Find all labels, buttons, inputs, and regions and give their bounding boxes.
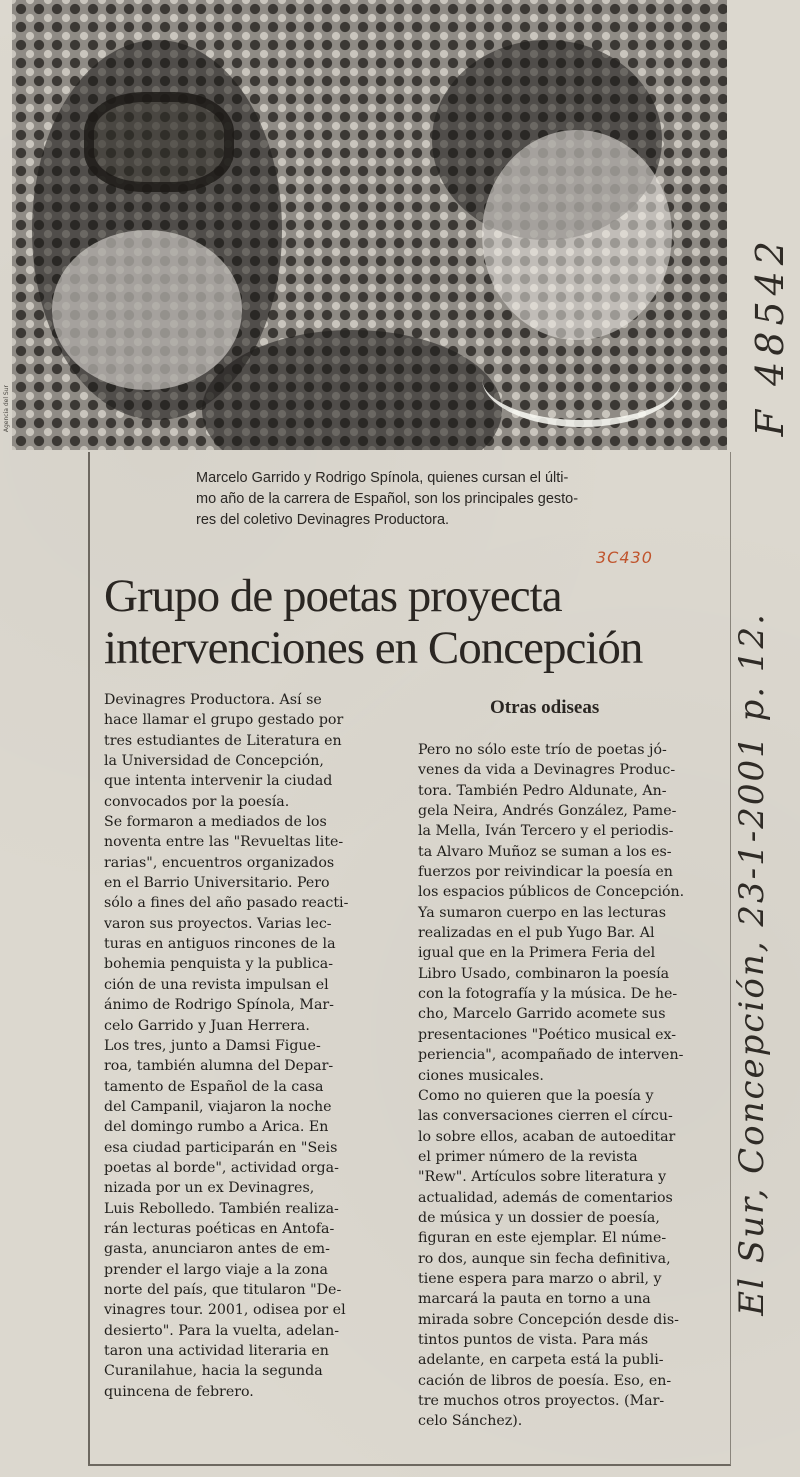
- article-line: el primer número de la revista: [418, 1148, 638, 1165]
- article-line: las conversaciones cierren el círcu-: [418, 1108, 673, 1125]
- article-line: marcará la pauta en torno a una: [418, 1291, 651, 1308]
- article-line: los espacios públicos de Concepción.: [418, 884, 685, 901]
- article-line: prender el largo viaje a la zona: [104, 1261, 328, 1278]
- article-line: ciones musicales.: [418, 1067, 544, 1084]
- article-line: fuerzos por reivindicar la poesía en: [418, 864, 673, 881]
- headline: [104, 570, 714, 674]
- headline-line-1: Grupo de poetas proyecta: [104, 570, 562, 622]
- article-line: celo Garrido y Juan Herrera.: [104, 1017, 310, 1034]
- sunglasses-lens: [84, 92, 234, 192]
- article-line: cho, Marcelo Garrido acomete sus: [418, 1006, 666, 1023]
- article-line: quincena de febrero.: [104, 1383, 254, 1400]
- article-line: desierto". Para la vuelta, adelan-: [104, 1322, 340, 1339]
- article-line: la Mella, Iván Tercero y el periodis-: [418, 823, 674, 840]
- handwritten-catalog-number: F 48542: [748, 235, 792, 437]
- article-line: adelante, en carpeta está la publi-: [418, 1352, 664, 1369]
- article-line: tintos puntos de vista. Para más: [418, 1331, 649, 1348]
- article-line: Ya sumaron cuerpo en las lecturas: [418, 904, 666, 921]
- article-line: gela Neira, Andrés González, Pame-: [418, 803, 677, 820]
- face-right-highlight: [482, 130, 672, 340]
- article-line: esa ciudad participarán en "Seis: [104, 1139, 338, 1156]
- article-line: con la fotografía y la música. De he-: [418, 986, 678, 1003]
- article-line: rarias", encuentros organizados: [104, 854, 335, 871]
- article-line: tres estudiantes de Literatura en: [104, 732, 342, 749]
- article-line: roa, también alumna del Depar-: [104, 1058, 334, 1075]
- article-line: poetas al borde", actividad orga-: [104, 1159, 339, 1176]
- article-line: actualidad, además de comentarios: [418, 1189, 673, 1206]
- article-line: mirada sobre Concepción desde dis-: [418, 1311, 679, 1328]
- photo-caption: [196, 468, 706, 531]
- subheading: Otras odiseas: [490, 697, 600, 718]
- article-line: varon sus proyectos. Varias lec-: [104, 915, 332, 932]
- article-line: del domingo rumbo a Arica. En: [104, 1119, 329, 1136]
- article-line: lo sobre ellos, acaban de autoeditar: [418, 1128, 676, 1145]
- article-line: convocados por la poesía.: [104, 793, 290, 810]
- article-line: figuran en este ejemplar. El núme-: [418, 1230, 667, 1247]
- article-line: nizada por un ex Devinagres,: [104, 1180, 315, 1197]
- article-line: gasta, anunciaron antes de em-: [104, 1241, 330, 1258]
- article-line: taron una actividad literaria en: [104, 1343, 329, 1359]
- caption-line: res del coletivo Devinagres Productora.: [196, 512, 450, 528]
- article-line: del Campanil, viajaron la noche: [104, 1098, 332, 1115]
- article-line: Curanilahue, hacia la segunda: [104, 1363, 323, 1380]
- article-line: venes da vida a Devinagres Produc-: [418, 762, 676, 779]
- article-line: de música y un dossier de poesía,: [418, 1209, 660, 1226]
- article-line: tiene espera para marzo o abril, y: [418, 1270, 662, 1287]
- article-line: Devinagres Productora. Así se: [104, 692, 322, 708]
- article-line: cación de libros de poesía. Eso, en-: [418, 1372, 672, 1389]
- halftone-photo: [12, 0, 727, 450]
- article-line: rán lecturas poéticas en Antofa-: [104, 1220, 335, 1237]
- article-line: "Rew". Artículos sobre literatura y: [418, 1169, 667, 1186]
- article-line: noventa entre las "Revueltas lite-: [104, 834, 344, 851]
- article-line: Los tres, junto a Damsi Figue-: [104, 1037, 321, 1054]
- article-line: turas en antiguos rincones de la: [104, 936, 336, 953]
- article-line: sólo a fines del año pasado reacti-: [104, 895, 349, 912]
- article-line: Pero no sólo este trío de poetas jó-: [418, 742, 667, 758]
- article-column-right: [418, 740, 713, 1432]
- article-line: que intenta intervenir la ciudad: [104, 773, 333, 790]
- handwritten-ref-code: 3C430: [596, 548, 653, 567]
- article-column-left: [104, 690, 399, 1402]
- handwritten-source-note: El Sur, Concepción, 23-1-2001 p. 12.: [732, 612, 772, 1316]
- headline-line-2: intervenciones en Concepción: [104, 622, 643, 674]
- caption-line: Marcelo Garrido y Rodrigo Spínola, quienes cursan el últi-: [196, 470, 569, 486]
- article-line: celo Sánchez).: [418, 1413, 523, 1430]
- article-line: realizadas en el pub Yugo Bar. Al: [418, 925, 655, 942]
- article-line: Luis Rebolledo. También realiza-: [104, 1200, 339, 1217]
- article-line: vinagres tour. 2001, odisea por el: [104, 1302, 346, 1319]
- article-line: ción de una revista impulsan el: [104, 976, 329, 993]
- article-line: Se formaron a mediados de los: [104, 814, 327, 831]
- article-line: tora. También Pedro Aldunate, An-: [418, 782, 667, 799]
- article-line: periencia", acompañado de interven-: [418, 1047, 684, 1064]
- article-line: bohemia penquista y la publica-: [104, 956, 334, 973]
- article-line: en el Barrio Universitario. Pero: [104, 875, 330, 892]
- article-line: Como no quieren que la poesía y: [418, 1087, 654, 1104]
- shirt-collar: [482, 330, 682, 427]
- article-line: ánimo de Rodrigo Spínola, Mar-: [104, 997, 334, 1014]
- article-line: tre muchos otros proyectos. (Mar-: [418, 1393, 665, 1409]
- article-line: Libro Usado, combinaron la poesía: [418, 965, 670, 982]
- article-line: norte del país, que titularon "De-: [104, 1281, 342, 1298]
- article-line: presentaciones "Poético musical ex-: [418, 1026, 677, 1043]
- article-line: igual que en la Primera Feria del: [418, 945, 656, 962]
- article-line: hace llamar el grupo gestado por: [104, 712, 344, 729]
- article-line: ta Alvaro Muñoz se suman a los es-: [418, 843, 672, 860]
- photo-credit: Agencia del Sur: [3, 385, 10, 433]
- caption-line: mo año de la carrera de Español, son los principales gesto-: [196, 491, 579, 507]
- article-line: ro dos, aunque sin fecha definitiva,: [418, 1250, 671, 1267]
- article-line: la Universidad de Concepción,: [104, 753, 324, 770]
- article-line: tamento de Español de la casa: [104, 1078, 324, 1095]
- face-left-highlight: [52, 230, 242, 390]
